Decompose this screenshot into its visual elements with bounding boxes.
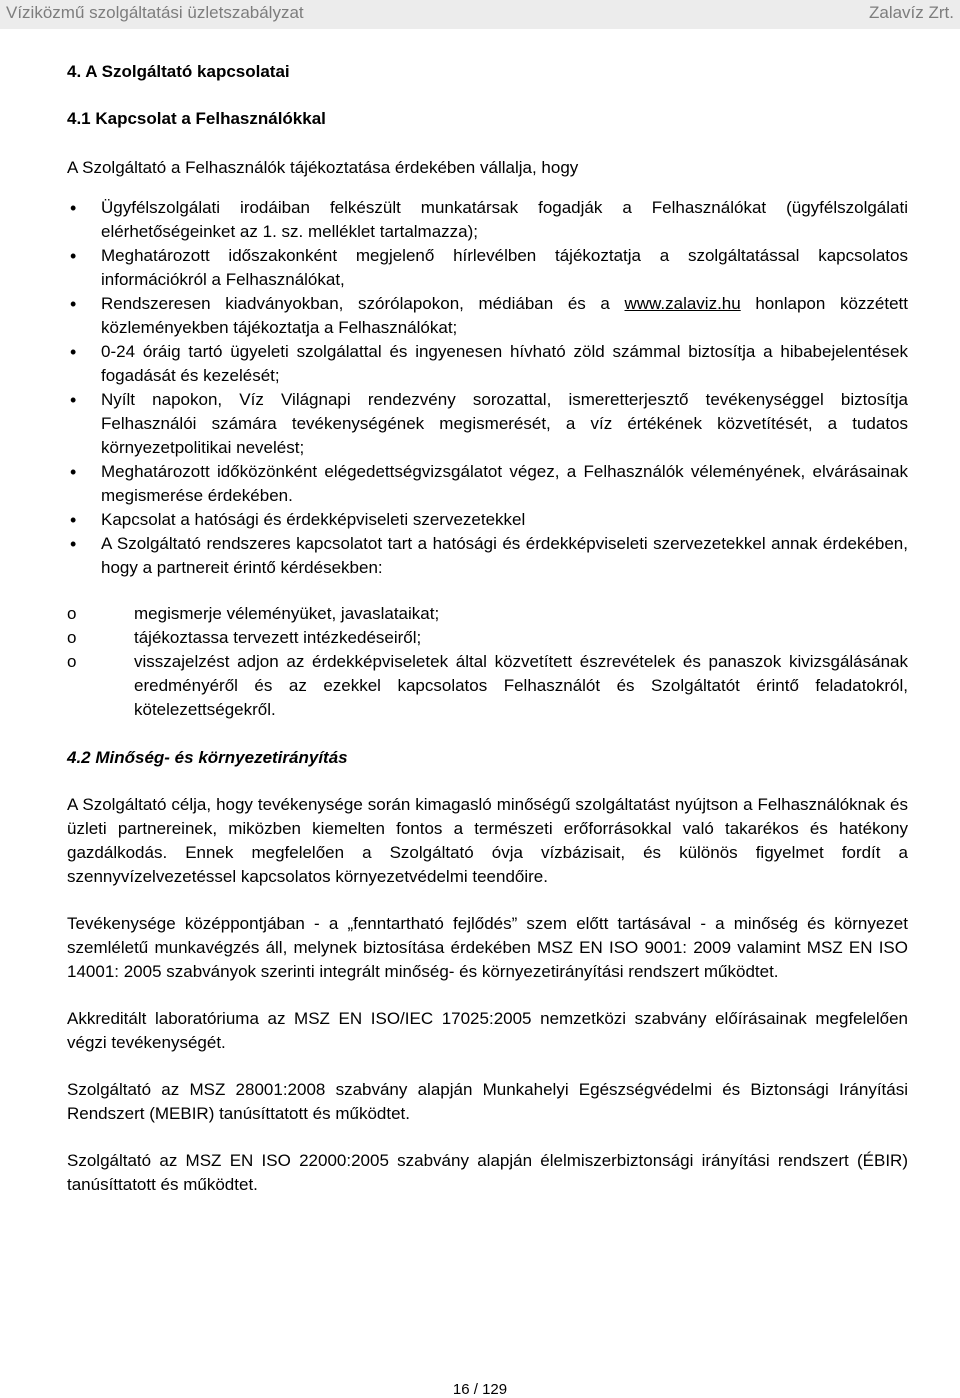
bullet-icon: • — [70, 294, 77, 314]
sub-list-item-text: megismerje véleményüket, javaslataikat; — [134, 604, 440, 623]
list-item-text: Meghatározott időszakonként megjelenő hírlevélben tájékoztatja a szolgáltatással kapcsolatos információkról a Felhasználókat, — [101, 246, 908, 289]
paragraph: Szolgáltató az MSZ 28001:2008 szabvány alapján Munkahelyi Egészségvédelmi és Biztonsági Irányítási Rendszert (MEBIR) tanúsíttatott és működtet. — [67, 1080, 908, 1123]
bullet-icon: • — [70, 462, 77, 482]
paragraph: A Szolgáltató célja, hogy tevékenysége során kimagasló minőségű szolgáltatást nyújtson a Felhasználóknak és üzleti partnereinek, miközben kiemelten fontos a természeti erőforrásokkal való takarékos és hatékony gazdálkodás. Ennek megfelelően a Szolgáltató óvja vízbázisait, és különös figyelmet fordít a szennyvízelvezetéssel kapcsolatos környezetvédelmi teendőire. — [67, 795, 908, 886]
sub-list-item — [67, 626, 908, 650]
website-link[interactable]: www.zalaviz.hu — [624, 294, 741, 313]
list-item — [67, 388, 908, 460]
bullet-icon: • — [70, 198, 77, 218]
paragraph: Tevékenysége középpontjában - a „fenntartható fejlődés” szem előtt tartásával - a minőség és környezet szemléletű munkavégzés áll, melynek biztosítása érdekében MSZ EN ISO 9001: 2009 valamint MSZ EN ISO 14001: 2005 szabványok szerinti integrált minőség- és környezetirányítási rendszert működtet. — [67, 914, 908, 981]
bullet-icon: • — [70, 246, 77, 266]
bullet-icon: • — [70, 342, 77, 362]
list-item — [67, 244, 908, 292]
document-body — [67, 60, 908, 1220]
intro-text: A Szolgáltató a Felhasználók tájékoztatása érdekében vállalja, hogy — [67, 158, 579, 177]
list-item — [67, 460, 908, 508]
circle-bullet-icon: o — [67, 652, 77, 671]
list-item-text: Nyílt napokon, Víz Világnapi rendezvény sorozattal, ismeretterjesztő tevékenységgel biztosítja Felhasználói számára tevékenységének megismerését, a víz értékének közvetítését, a tudatos környezetpolitikai nevelést; — [101, 390, 908, 457]
list-item — [67, 508, 908, 532]
sub-list-item — [67, 602, 908, 626]
list-item — [67, 532, 908, 580]
list-item — [67, 196, 908, 244]
paragraph: Akkreditált laboratóriuma az MSZ EN ISO/IEC 17025:2005 nemzetközi szabvány előírásainak megfelelően végzi tevékenységét. — [67, 1009, 908, 1052]
sub-list-item — [67, 650, 908, 722]
list-item-text: 0-24 óráig tartó ügyeleti szolgálattal és ingyenesen hívható zöld számmal biztosítja a hibabejelentések fogadását és kezelését; — [101, 342, 908, 385]
sub-list-item-text: tájékoztassa tervezett intézkedéseiről; — [134, 628, 422, 647]
list-item — [67, 292, 908, 340]
section-4-2-heading: 4.2 Minőség- és környezetirányítás — [67, 748, 348, 767]
circle-bullet-icon: o — [67, 604, 77, 623]
list-item-text: honlapon közzétett közleményekben tájékoztatja a Felhasználókat; — [101, 294, 908, 337]
section-4-heading: 4. A Szolgáltató kapcsolatai — [67, 62, 290, 81]
circle-bullet-icon: o — [67, 628, 77, 647]
paragraph: Szolgáltató az MSZ EN ISO 22000:2005 szabvány alapján élelmiszerbiztonsági irányítási rendszert (ÉBIR) tanúsíttatott és működtet. — [67, 1151, 908, 1194]
bullet-icon: • — [70, 510, 77, 530]
list-item-text: A Szolgáltató rendszeres kapcsolatot tart a hatósági és érdekképviseleti szervezetekkel annak érdekében, hogy a partnereit érintő kérdésekben: — [101, 534, 908, 577]
page-header — [0, 0, 960, 29]
list-item-text: Rendszeresen kiadványokban, szórólapokon, médiában és a — [101, 294, 625, 313]
list-item-text: Kapcsolat a hatósági és érdekképviseleti szervezetekkel — [101, 510, 526, 529]
sub-bullet-list — [67, 602, 908, 722]
page-number: 16 / 129 — [452, 1381, 508, 1398]
list-item-text: Meghatározott időközönként elégedettségvizsgálatot végez, a Felhasználók véleményének, elvárásainak megismerése érdekében. — [101, 462, 908, 505]
bullet-icon: • — [70, 534, 77, 554]
list-item-text: Ügyfélszolgálati irodáiban felkészült munkatársak fogadják a Felhasználókat (ügyfélszolgálati elérhetőségeinket az 1. sz. melléklet tartalmazza); — [101, 198, 908, 241]
sub-list-item-text: visszajelzést adjon az érdekképviseletek által közvetített észrevételek és panaszok kivizsgálásának eredményéről és az ezekkel kapcsolatos Felhasználót és Szolgáltatót érintő feladatokról, kötelezettségekről. — [134, 652, 908, 719]
header-company-name: Zalavíz Zrt. — [868, 3, 954, 22]
section-4-1-heading: 4.1 Kapcsolat a Felhasználókkal — [67, 109, 326, 128]
bullet-icon: • — [70, 390, 77, 410]
list-item — [67, 340, 908, 388]
header-document-title: Víziközmű szolgáltatási üzletszabályzat — [6, 3, 304, 22]
bullet-list — [67, 196, 908, 580]
